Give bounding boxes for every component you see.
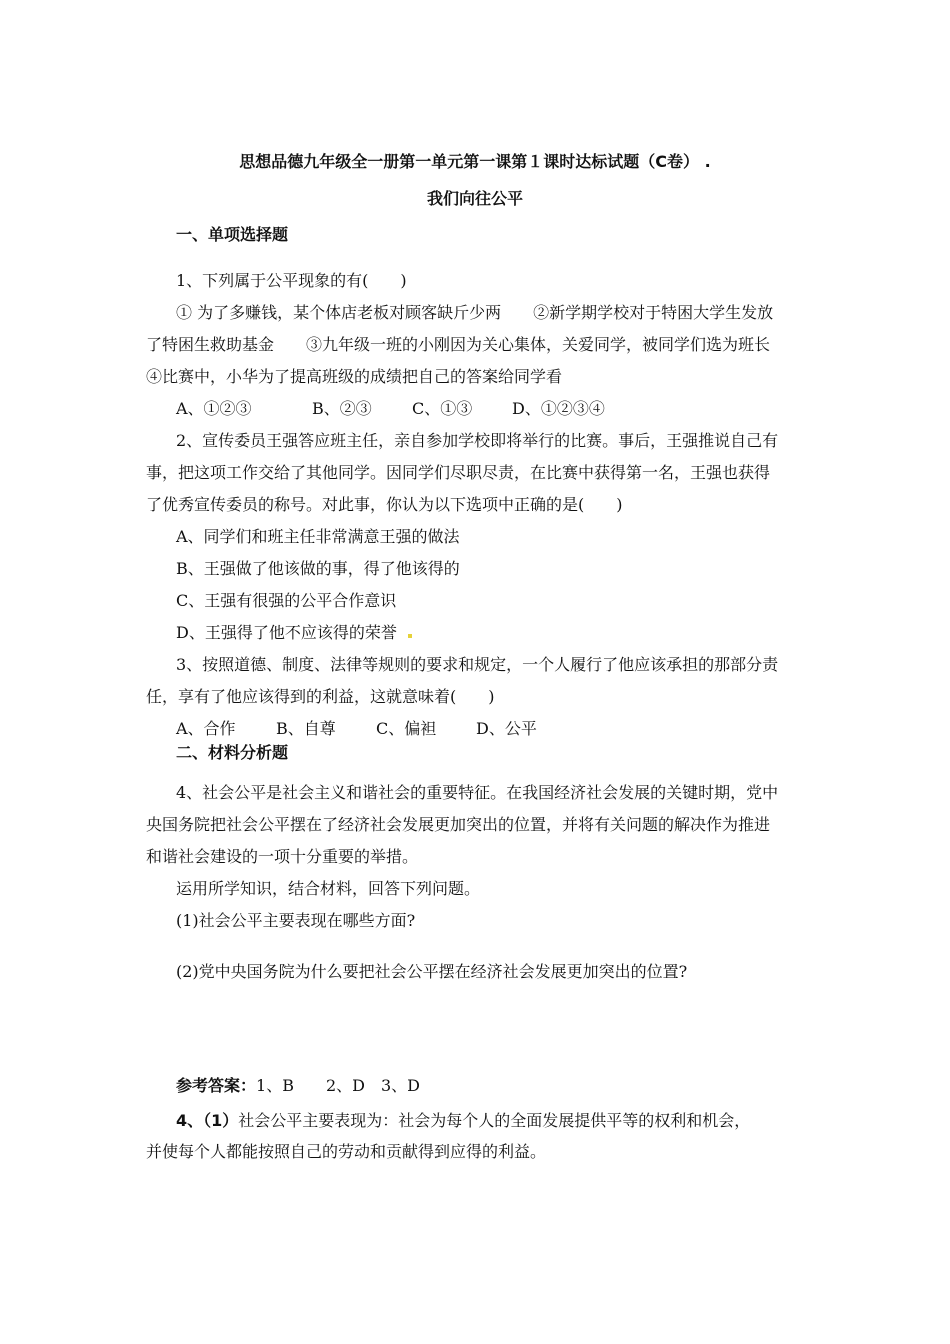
answer-key-mc-values: 1、B 2、D 3、D	[256, 1076, 420, 1095]
q4-subquestion-2: (2)党中央国务院为什么要把社会公平摆在经济社会发展更加突出的位置?	[176, 962, 688, 981]
answer-key-q4-prefix: 4、（1）	[176, 1111, 239, 1130]
document-title: 思想品德九年级全一册第一单元第一课第１课时达标试题（C卷） .	[239, 152, 711, 171]
q2-option-c: C、王强有很强的公平合作意识	[176, 591, 397, 610]
q4-text-line: 4、社会公平是社会主义和谐社会的重要特征。在我国经济社会发展的关键时期，党中	[176, 783, 779, 802]
q1-option-a: A、①②③	[176, 399, 252, 418]
q3-option-c: C、偏袒	[376, 719, 437, 738]
q2-option-a: A、同学们和班主任非常满意王强的做法	[176, 527, 460, 546]
q1-option-b: B、②③	[312, 399, 372, 418]
q4-instruction: 运用所学知识，结合材料，回答下列问题。	[176, 879, 481, 898]
q1-option-d: D、①②③④	[512, 399, 605, 418]
q4-subquestion-1: (1)社会公平主要表现在哪些方面?	[176, 911, 416, 930]
q4-text-line: 和谐社会建设的一项十分重要的举措。	[146, 847, 419, 866]
section-heading-multiple-choice: 一、单项选择题	[176, 225, 289, 244]
q3-option-a: A、合作	[176, 719, 236, 738]
q1-text-line: ① 为了多赚钱，某个体店老板对顾客缺斤少两 ②新学期学校对于特困大学生发放	[176, 303, 774, 322]
q2-option-b: B、王强做了他该做的事，得了他该得的	[176, 559, 460, 578]
q3-option-b: B、自尊	[276, 719, 336, 738]
q3-text-line: 任，享有了他应该得到的利益，这就意味着( )	[146, 687, 495, 706]
q2-text-line: 事，把这项工作交给了其他同学。因同学们尽职尽责，在比赛中获得第一名，王强也获得	[146, 463, 771, 482]
answer-key-mc	[176, 1076, 420, 1096]
q3-text-line: 3、按照道德、制度、法律等规则的要求和规定，一个人履行了他应该承担的那部分责	[176, 655, 779, 674]
answer-key-q4-text: 社会公平主要表现为：社会为每个人的全面发展提供平等的权利和机会，	[238, 1111, 751, 1130]
q2-text-line: 了优秀宣传委员的称号。对此事，你认为以下选项中正确的是( )	[146, 495, 623, 514]
q1-text-line: ④比赛中，小华为了提高班级的成绩把自己的答案给同学看	[146, 367, 563, 386]
q1-stem: 1、下列属于公平现象的有( )	[176, 271, 407, 290]
section-heading-material-analysis: 二、材料分析题	[176, 743, 289, 762]
q2-option-d: D、王强得了他不应该得的荣誉	[176, 623, 397, 642]
answer-key-label: 参考答案：	[176, 1076, 257, 1095]
q1-text-line: 了特困生救助基金 ③九年级一班的小刚因为关心集体，关爱同学，被同学们选为班长	[146, 335, 771, 354]
q4-text-line: 央国务院把社会公平摆在了经济社会发展更加突出的位置，并将有关问题的解决作为推进	[146, 815, 771, 834]
highlight-mark	[408, 634, 412, 638]
q3-option-d: D、公平	[476, 719, 537, 738]
q1-option-c: C、①③	[412, 399, 473, 418]
answer-key-q4-line: 并使每个人都能按照自己的劳动和贡献得到应得的利益。	[146, 1142, 547, 1161]
q2-text-line: 2、宣传委员王强答应班主任，亲自参加学校即将举行的比赛。事后，王强推说自己有	[176, 431, 779, 450]
answer-key-q4-line	[176, 1111, 750, 1131]
q3-options	[176, 719, 537, 739]
q1-options	[176, 399, 605, 419]
document-subtitle: 我们向往公平	[426, 189, 523, 208]
